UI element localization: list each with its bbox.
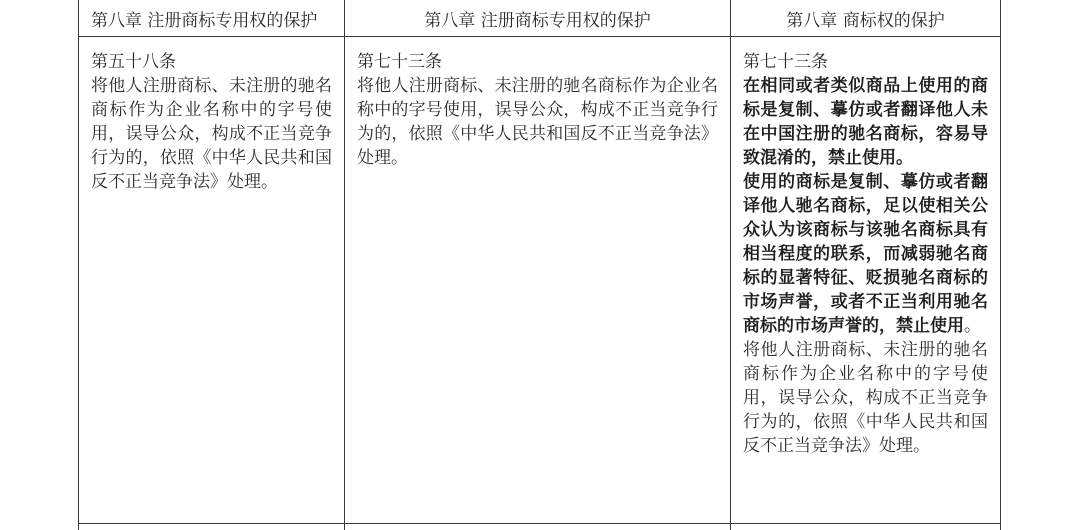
comparison-table-container — [78, 0, 1000, 530]
article-bold-paragraph-2: 使用的商标是复制、摹仿或者翻译他人驰名商标，足以使相关公众认为该商标与该驰名商标具有相当程度的联系，而减弱驰名商标的显著特征、贬损驰名商标的市场声誉，或者不正当利用驰名商标的市场声誉的，禁止使用 — [743, 172, 988, 336]
article-text-col1: 将他人注册商标、未注册的驰名商标作为企业名称中的字号使用，误导公众，构成不正当竞争行为的，依照《中华人民共和国反不正当竞争法》处理。 — [91, 76, 332, 192]
next-row-cell-2 — [345, 524, 731, 530]
next-row-cell-1 — [79, 524, 345, 530]
next-row-top — [79, 524, 1001, 530]
article-bold-paragraph-1: 在相同或者类似商品上使用的商标是复制、摹仿或者翻译他人未在中国注册的驰名商标，容易导致混淆的，禁止使用。 — [743, 76, 988, 168]
article-number-col3: 第七十三条 — [743, 52, 828, 72]
cell-col2 — [345, 37, 731, 524]
header-row — [79, 0, 1001, 37]
header-col2: 第八章 注册商标专用权的保护 — [345, 0, 731, 37]
header-col1: 第八章 注册商标专用权的保护 — [79, 0, 345, 37]
article-text-col2: 将他人注册商标、未注册的驰名商标作为企业名称中的字号使用，误导公众，构成不正当竞争行为的，依照《中华人民共和国反不正当竞争法》处理。 — [357, 76, 718, 168]
cell-col3 — [731, 37, 1001, 524]
article-bold-paragraph-2-end: 。 — [964, 316, 981, 336]
law-comparison-table — [78, 0, 1001, 530]
article-number-col2: 第七十三条 — [357, 52, 442, 72]
article-number-col1: 第五十八条 — [91, 52, 176, 72]
article-paragraph-2 — [743, 170, 988, 338]
next-row-cell-3 — [731, 524, 1001, 530]
article-text-col3: 将他人注册商标、未注册的驰名商标作为企业名称中的字号使用，误导公众，构成不正当竞争行为的，依照《中华人民共和国反不正当竞争法》处理。 — [743, 340, 988, 456]
content-row — [79, 37, 1001, 524]
cell-col1 — [79, 37, 345, 524]
header-col3: 第八章 商标权的保护 — [731, 0, 1001, 37]
